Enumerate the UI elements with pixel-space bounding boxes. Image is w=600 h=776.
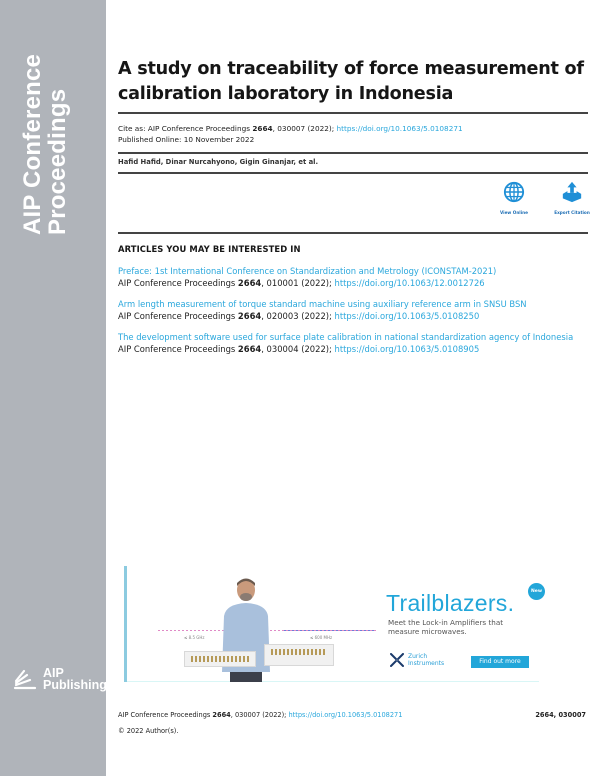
export-icon: [561, 181, 583, 203]
zurich-x-icon: [390, 653, 404, 667]
divider: [118, 152, 588, 154]
related-article-ref: AIP Conference Proceedings 2664, 010001 (2022); https://doi.org/10.1063/12.0012726: [118, 277, 485, 288]
zurich-instruments-logo: Zurich Instruments: [390, 653, 444, 667]
paper-title: A study on traceability of force measurement of calibration laboratory in Indonesia: [118, 59, 584, 104]
related-article-doi-link[interactable]: https://doi.org/10.1063/5.0108905: [334, 343, 480, 354]
ad-tagline: Meet the Lock-in Amplifiers that measure microwaves.: [388, 618, 504, 636]
related-articles-heading: ARTICLES YOU MAY BE INTERESTED IN: [118, 244, 301, 254]
related-article-ref: AIP Conference Proceedings 2664, 020003 (2022); https://doi.org/10.1063/5.0108250: [118, 310, 480, 321]
export-citation-button[interactable]: [554, 181, 590, 215]
related-article: [118, 332, 588, 355]
author-list[interactable]: Hafid Hafid, Dinar Nurcahyono, Gigin Ginanjar, et al.: [118, 158, 319, 166]
journal-sidebar: [0, 0, 106, 776]
frequency-dotted-line-blue: [284, 630, 376, 631]
frequency-tick-right: ≤ 600 MHz: [310, 635, 333, 640]
new-badge: New: [528, 583, 545, 600]
globe-icon: [503, 181, 525, 203]
doi-link[interactable]: https://doi.org/10.1063/5.0108271: [336, 124, 463, 133]
advertisement-banner[interactable]: [124, 566, 542, 682]
related-article-title-link[interactable]: Preface: 1st International Conference on Standardization and Metrology (ICONSTAM-2021): [118, 266, 497, 276]
aip-publishing-logo[interactable]: [12, 666, 107, 692]
divider: [118, 112, 588, 114]
cite-line: Cite as: AIP Conference Proceedings 2664, 030007 (2022); https://doi.org/10.1063/5.0108271: [118, 124, 463, 133]
article-tools: [496, 181, 590, 215]
instrument-device: [264, 644, 334, 666]
publisher-line1: AIP: [43, 666, 64, 680]
related-article-title-link[interactable]: The development software used for surface plate calibration in national standardization agency of Indonesia: [118, 332, 574, 342]
publisher-line2: Publishing: [43, 678, 107, 692]
ad-headline: Trailblazers.: [386, 590, 515, 616]
related-article: [118, 299, 588, 322]
divider: [118, 172, 588, 174]
view-online-button[interactable]: [496, 181, 532, 215]
related-article-doi-link[interactable]: https://doi.org/10.1063/5.0108250: [334, 310, 480, 321]
aip-sunburst-icon: [12, 666, 38, 692]
related-article: [118, 266, 588, 289]
export-citation-label: Export Citation: [554, 210, 590, 215]
ad-accent-bar: [124, 566, 127, 682]
related-article-ref: AIP Conference Proceedings 2664, 030004 (2022); https://doi.org/10.1063/5.0108905: [118, 343, 480, 354]
related-articles-list: [118, 266, 588, 365]
instrument-device: [184, 651, 256, 667]
journal-name: AIP Conference Proceedings: [19, 53, 71, 235]
footer-page-number: 2664, 030007: [535, 711, 586, 719]
related-article-title-link[interactable]: Arm length measurement of torque standard machine using auxiliary reference arm in SNSU BSN: [118, 299, 527, 309]
footer-citation: AIP Conference Proceedings 2664, 030007 (2022); https://doi.org/10.1063/5.0108271: [118, 711, 403, 719]
ad-bottom-border: [127, 681, 539, 682]
frequency-tick-left: ≤ 8.5 GHz: [184, 635, 205, 640]
find-out-more-button[interactable]: Find out more: [471, 656, 529, 668]
view-online-label: View Online: [499, 210, 528, 215]
footer-doi-link[interactable]: https://doi.org/10.1063/5.0108271: [288, 711, 403, 719]
published-date: Published Online: 10 November 2022: [118, 135, 255, 144]
related-article-doi-link[interactable]: https://doi.org/10.1063/12.0012726: [334, 277, 485, 288]
divider: [118, 232, 588, 234]
copyright: © 2022 Author(s).: [118, 727, 179, 735]
citation-block: [118, 123, 463, 145]
